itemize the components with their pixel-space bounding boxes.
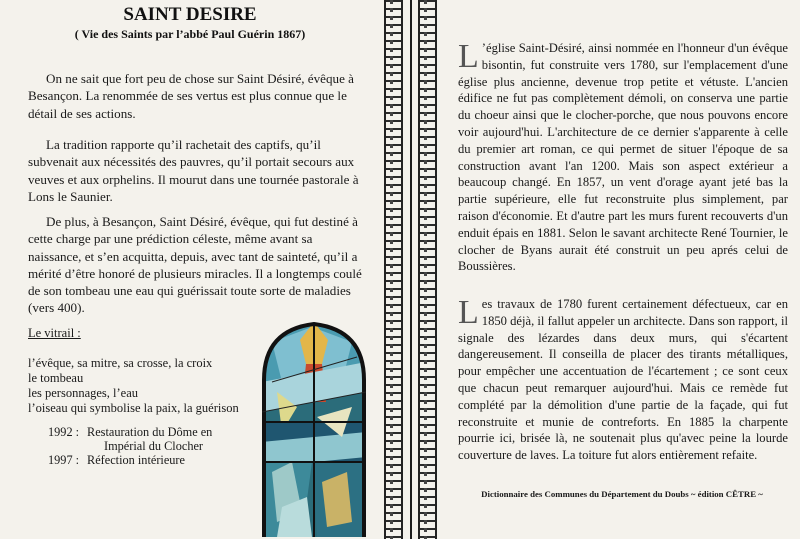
decorative-border	[384, 0, 403, 539]
right-paragraph-2	[458, 296, 788, 464]
vitrail-line: les personnages, l’eau	[28, 386, 139, 400]
page-subtitle: ( Vie des Saints par l’abbé Paul Guérin 1867)	[74, 27, 306, 41]
right-paragraph-1	[458, 40, 788, 275]
left-paragraph-1: On ne sait que fort peu de chose sur Saint Désiré, évêque à Besançon. La renommée de ses vertus est plus connue que le détail de ses actions.	[28, 71, 354, 121]
page-title: SAINT DESIRE	[123, 4, 257, 25]
decorative-border	[418, 0, 437, 539]
left-paragraph-2: La tradition rapporte qu’il rachetait des captifs, qu’il subvenait aux nécessités des pauvres, qu’il portait secours aux veuves et aux orphelins. Il mourut dans une tournée pastorale à Lons le Saunier.	[28, 137, 359, 204]
date-year: 1997 :	[48, 453, 80, 467]
vitrail-line: l’évêque, sa mitre, sa crosse, la croix	[28, 356, 213, 370]
drop-cap: L	[458, 38, 479, 75]
left-paragraph-3: De plus, à Besançon, Saint Désiré, évêque, qui fut destiné à cette charge par une prédiction céleste, même avant sa naissance, et s’en acquitta, depuis, avec tant de sainteté, qu’il a mérité d’être honoré de plusieurs miracles. Il a longtemps coulé de son tombeau une eau qui guérissait toute sorte de maladies (vers 400).	[28, 214, 362, 316]
right-paragraph-1-text: ’église Saint-Désiré, ainsi nommée en l'honneur d'un évêque bisontin, fut construite vers 1780, sur l'emplacement d'une église plus ancienne, devenue trop petite et vétuste. L'ancien édifice ne fut pas complètement démoli, on conserva une partie du choeur ainsi que le clocher-porche, que nous pouvons encore voir aujourd'hui. L'architecture de ce dernier s'apparente à celle du premier art roman, ce qui permet de situer l'époque de sa construction avant l'an 1200. Mais son aspect extérieur a beaucoup changé. En 1857, un vent d'orage ayant jeté bas la partie supérieure, elle fut reconstruite plus simplement, par raison d'économie. Et d'autre part les murs furent recouverts d'un enduit épais en 1881. Selon le savant architecte René Tournier, le clocher de Byans aurait été construit un peu aprés celui de Boussières.	[458, 41, 788, 274]
right-paragraph-2-text: es travaux de 1780 furent certainement défectueux, car en 1850 déjà, il fallut appeler un architecte. Dans son rapport, il signale des lézardes dans deux murs, qui s'écartent dangereusement. Il conseilla de placer des tirants métalliques, pour empêcher une accentuation de l'écartement ; ce sont ceux que chacun peut remarquer aujourd'hui. Mais ce remède fut complété par la démolition d'une partie de la façade, qui fut reconstruite et munie de contreforts. En 1885 la charpente pourrie ici, brisée là, ne soutenait plus qu'avec peine la lourde couverture de laves. La toiture fut alors entièrement refaite.	[458, 297, 788, 463]
date-text: Restauration du Dôme en	[87, 425, 213, 439]
footer-credit: Dictionnaire des Communes du Département du Doubs ~ édition CÊTRE ~	[481, 489, 763, 499]
vitrail-line: l’oiseau qui symbolise la paix, la guérison	[28, 401, 239, 415]
stained-glass-window	[262, 322, 366, 537]
right-panel	[412, 0, 800, 539]
vitrail-heading: Le vitrail :	[28, 326, 81, 340]
date-text: Réfection intérieure	[87, 453, 185, 467]
drop-cap: L	[458, 294, 479, 331]
date-year: 1992 :	[48, 425, 80, 439]
date-text: Impérial du Clocher	[104, 439, 204, 453]
vitrail-line: le tombeau	[28, 371, 84, 385]
